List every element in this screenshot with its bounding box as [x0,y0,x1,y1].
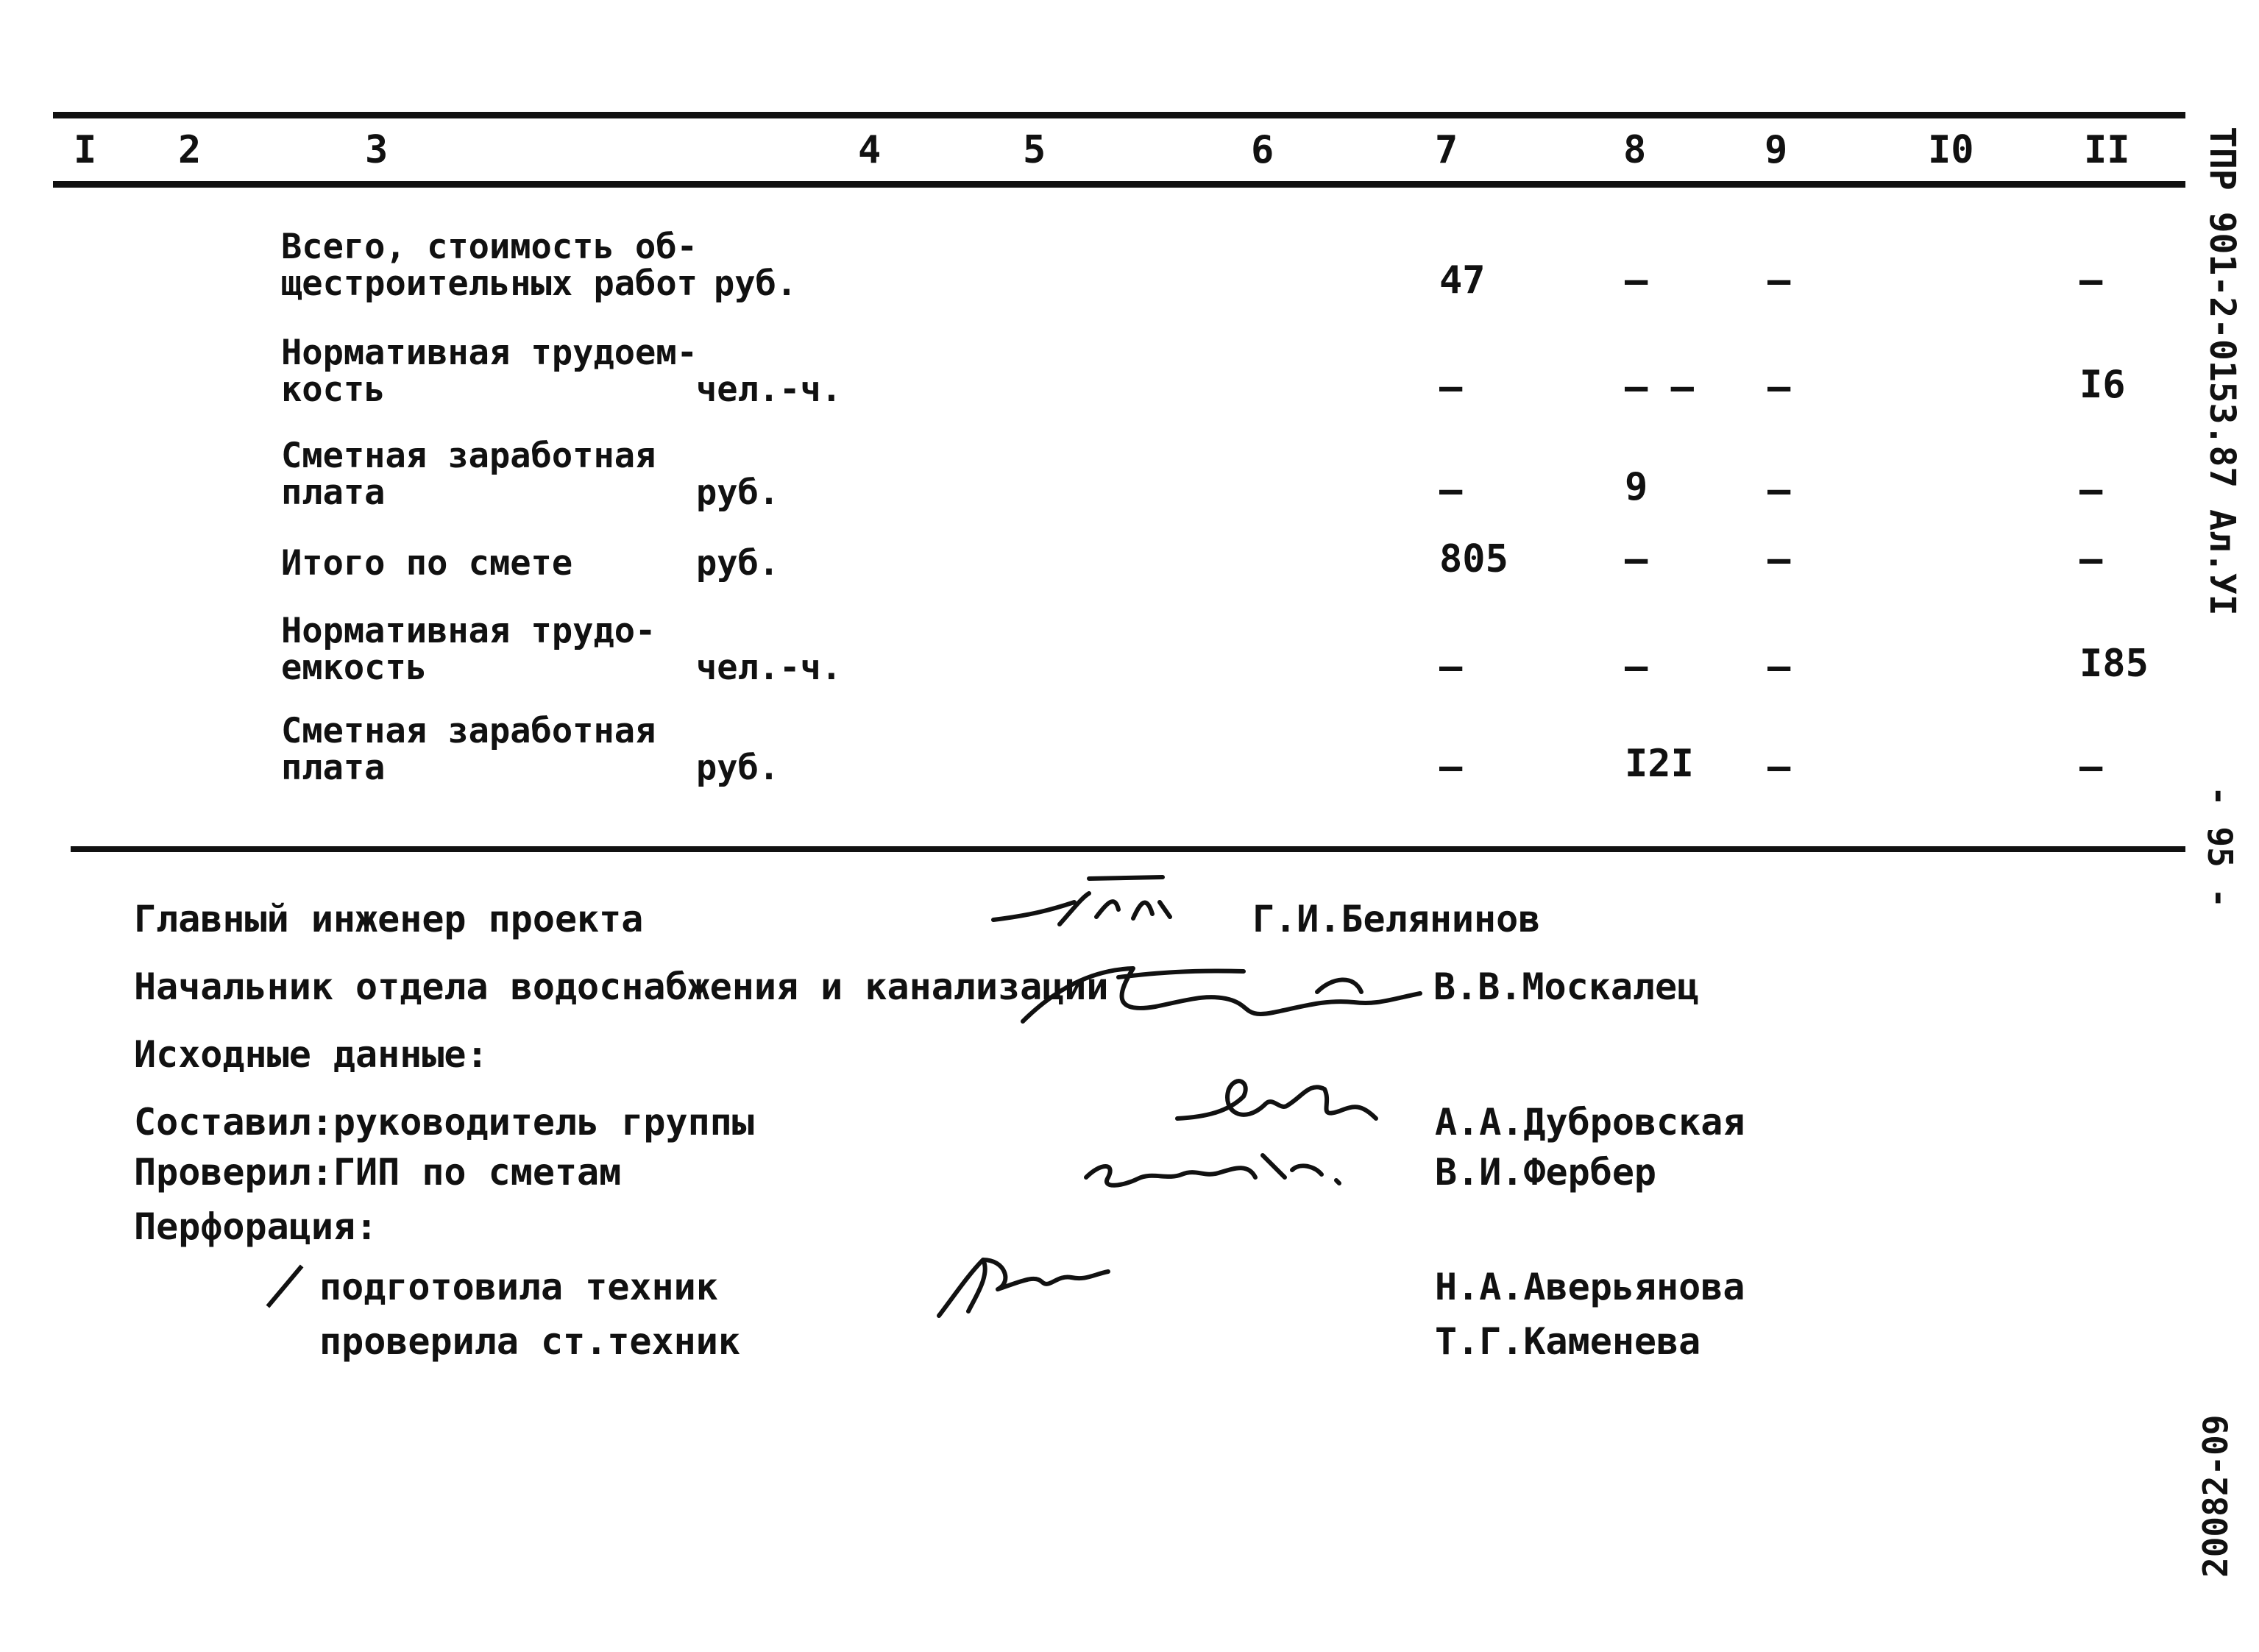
checked-name: В.И.Фербер [1435,1151,1657,1194]
column-header: I [74,128,97,172]
chief-engineer-name: Г.И.Белянинов [1252,898,1541,940]
slash-mark [266,1264,304,1308]
cell-col11: I85 [2079,642,2149,686]
row-label: плата [281,748,386,788]
cell-col9: – [1767,745,1791,789]
row-label: Сметная заработная [281,436,656,476]
cell-col11: – [2079,258,2103,302]
row-label: плата [281,472,386,513]
dept-head-title: Начальник отдела водоснабжения и канализации [134,965,1109,1008]
compiled-label: Составил:руководитель группы [134,1101,754,1144]
prepared-name: Н.А.Аверьянова [1435,1266,1745,1308]
verified-name: Т.Г.Каменева [1435,1320,1701,1363]
cell-col9: – [1767,365,1791,409]
prepared-label: подготовила техник [319,1266,718,1308]
cell-col8: – – [1625,365,1694,409]
cell-col11: I6 [2079,363,2126,407]
row-unit: руб. [696,748,780,788]
row-label: щестроительных работ [281,263,698,304]
row-unit: руб. [696,472,780,513]
column-header: 7 [1435,128,1458,172]
chief-engineer-title: Главный инженер проекта [134,898,644,940]
cell-col11: – [2079,745,2103,789]
column-header: 6 [1251,128,1274,172]
dept-head-signature [1008,948,1435,1036]
column-header: 3 [365,128,389,172]
cell-col7: – [1439,645,1463,689]
cell-col11: – [2079,468,2103,512]
column-header: 5 [1023,128,1046,172]
column-header: 8 [1623,128,1647,172]
row-unit: чел.-ч. [696,648,843,688]
cell-col8: – [1625,645,1648,689]
row-label: емкость [281,648,428,688]
checked-signature [1071,1133,1351,1199]
dept-head-name: В.В.Москалец [1433,965,1700,1008]
table-top-rule [53,112,2185,118]
column-header: 2 [178,128,202,172]
checked-label: Проверил:ГИП по сметам [134,1151,622,1194]
cell-col9: – [1767,645,1791,689]
cell-col8: – [1625,258,1648,302]
cell-col9: – [1767,258,1791,302]
cell-col7: – [1439,745,1463,789]
source-data-label: Исходные данные: [134,1033,489,1076]
table-header-rule [53,181,2185,188]
row-label: кость [281,369,386,410]
row-unit: руб. [696,543,780,584]
column-header: I0 [1928,128,1974,172]
row-label: Нормативная трудо- [281,611,656,651]
row-unit: чел.-ч. [696,369,843,410]
stamp-number: 20082-09 [2196,1414,2235,1578]
cell-col9: – [1767,537,1791,581]
cell-col8: 9 [1625,465,1648,509]
cell-col11: – [2079,537,2103,581]
row-label: Итого по смете [281,543,573,584]
compiled-name: А.А.Дубровская [1435,1101,1745,1144]
verified-label: проверила ст.техник [319,1320,740,1363]
row-label: Нормативная трудоем- [281,333,698,373]
prepared-signature [924,1245,1130,1326]
table-bottom-rule [71,846,2185,852]
cell-col7: 805 [1439,537,1508,581]
perforation-label: Перфорация: [134,1205,378,1248]
column-header: II [2084,128,2130,172]
cell-col9: – [1767,468,1791,512]
cell-col8: – [1625,537,1648,581]
cell-col7: – [1439,365,1463,409]
column-header: 9 [1765,128,1788,172]
cell-col7: – [1439,468,1463,512]
row-label: Всего, стоимость об- [281,227,698,267]
cell-col8: I2I [1625,742,1694,786]
row-unit: руб. [714,263,798,304]
doc-code: ТПР 901-2-0153.87 Ал.УI [2202,127,2243,616]
row-label: Сметная заработная [281,711,656,751]
column-header: 4 [858,128,882,172]
page-number: - 95 - [2200,786,2240,909]
cell-col7: 47 [1439,258,1486,302]
chief-engineer-signature [986,873,1177,932]
